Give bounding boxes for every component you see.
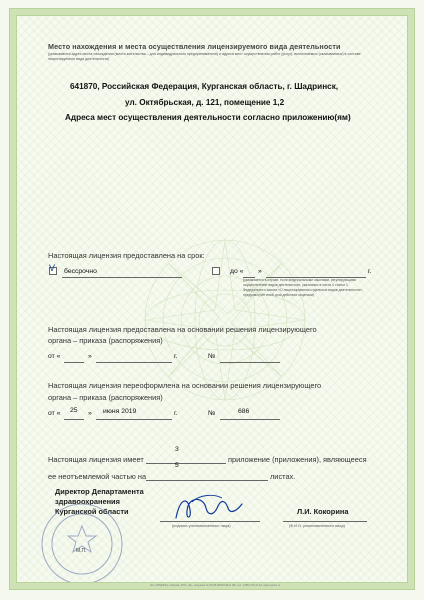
header-title: Место нахождения и места осуществления лицензируемого вида деятельности [48,42,341,51]
caption-signature: (подпись уполномоченного лица) [172,524,231,528]
checkbox-until [212,267,220,275]
appendix-suffix: листах. [270,472,296,481]
address-line-1: 641870, Российская Федерация, Курганская область, г. Шадринск, [70,82,339,91]
check-mark-icon: V [49,263,56,273]
appendix-prefix: Настоящая лицензия имеет [48,455,144,464]
term-until-close: » [258,268,262,275]
term-label: Настоящая лицензия предоставлена на срок: [48,251,205,260]
caption-name: (Ф.И.О. уполномоченного лица) [289,524,345,528]
header-subtitle: (указываются адрес места нахождения (места жительства – для индивидуального предпринимателя) и адреса мест осуществления работ (услуг), выполняемых (оказываемых) в составе лицензируемого вида деятельности) [48,52,361,62]
appendix-count: 3 [175,446,179,453]
reissue-day: 25 [70,407,78,414]
signer-name: Л.И. Кокорина [297,507,349,516]
address-line-2: ул. Октябрьская, д. 121, помещение 1,2 [125,98,285,107]
signature-scribble [170,492,250,524]
term-until-prefix: до « [230,268,244,275]
official-stamp [30,492,128,582]
signer-position-1: Директор Департамента [55,487,144,496]
term-note: (указывается в случае, если федеральными законами, регулирующими осуществление видов деятельности, указанных в части 4 статьи 1 Федерального закона «О лицензировании отдельных видов деятельности», предусмотрен иной срок действия лицензии) [243,278,363,297]
reissue-number: 686 [238,408,250,415]
grant-no: № [208,353,216,360]
address-line-3: Адреса мест осуществления деятельности согласно приложению(ям) [65,113,351,122]
stamp-mark: М.П. [76,548,87,554]
reissue-no: № [208,410,216,417]
appendix-sheets: 5 [175,462,179,469]
grant-line-2: органа – приказа (распоряжения) [48,336,163,345]
term-year-suffix: г. [368,268,372,275]
signer-position-3: Курганской области [55,507,129,516]
signer-position-2: здравоохранения [55,497,120,506]
reissue-line-1: Настоящая лицензия переоформлена на основании решения лицензирующего [48,381,322,390]
reissue-year: г. [174,410,178,417]
grant-year: г. [174,353,178,360]
reissue-from: от « [48,410,61,417]
printer-note: АО «ОПЦИОН», Москва, 2017, «Б», лицензия № 05-05-09/003 ФНС РФ, тел.: (495) 726-47-42, www.opcion.ru [150,584,281,587]
term-unlimited: бессрочно [64,268,97,275]
grant-close: » [88,353,92,360]
grant-line-1: Настоящая лицензия предоставлена на основании решения лицензирующего [48,325,317,334]
reissue-line-2: органа – приказа (распоряжения) [48,393,163,402]
grant-from: от « [48,353,61,360]
appendix-middle: приложение (приложения), являющееся [228,455,367,464]
reissue-close: » [88,410,92,417]
appendix-prefix-2: ее неотъемлемой частью на [48,472,147,481]
reissue-month-year: июня 2019 [103,408,137,415]
